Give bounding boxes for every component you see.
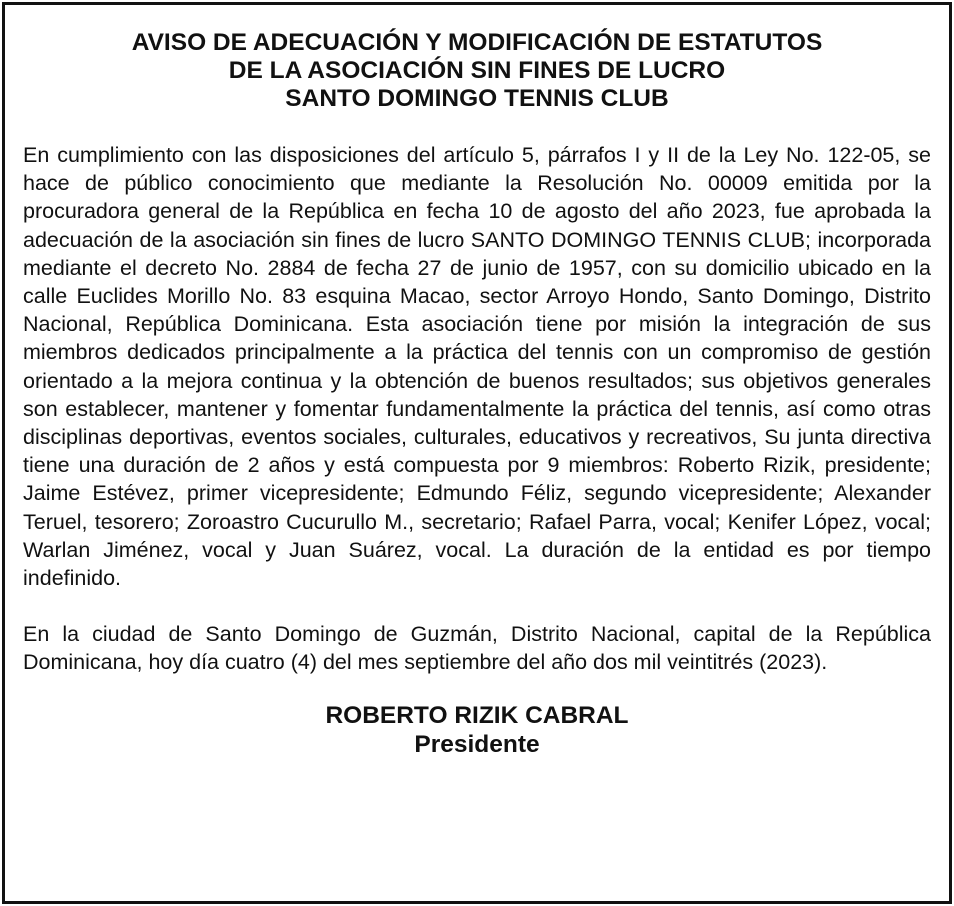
- title-line-2: DE LA ASOCIACIÓN SIN FINES DE LUCRO: [228, 57, 726, 84]
- body-paragraph-closing: En la ciudad de Santo Domingo de Guzmán, Distrito Nacional, capital de la República Dominicana, hoy día cuatro (4) del mes septiembre del año dos mil veintitrés (2023).: [23, 622, 931, 675]
- notice-title: [23, 29, 931, 113]
- notice-content: [23, 29, 931, 759]
- signature-name: ROBERTO RIZIK CABRAL: [325, 701, 629, 729]
- signature-role: Presidente: [414, 730, 540, 758]
- title-line-3: SANTO DOMINGO TENNIS CLUB: [285, 85, 669, 112]
- signature-block: [23, 701, 931, 759]
- title-line-1: AVISO DE ADECUACIÓN Y MODIFICACIÓN DE ESTATUTOS: [131, 29, 823, 56]
- notice-frame: [2, 2, 952, 904]
- body-paragraph-main: En cumplimiento con las disposiciones del artículo 5, párrafos I y II de la Ley No. 122-05, se hace de público conocimiento que mediante la Resolución No. 00009 emitida por la procuradora general de la República en fecha 10 de agosto del año 2023, fue aprobada la adecuación de la asociación sin fines de lucro SANTO DOMINGO TENNIS CLUB; incorporada mediante el decreto No. 2884 de fecha 27 de junio de 1957, con su domicilio ubicado en la calle Euclides Morillo No. 83 esquina Macao, sector Arroyo Hondo, Santo Domingo, Distrito Nacional, República Dominicana. Esta asociación tiene por misión la integración de sus miembros dedicados principalmente a la práctica del tennis con un compromiso de gestión orientado a la mejora continua y la obtención de buenos resultados; sus objetivos generales son establecer, mantener y fomentar fundamentalmente la práctica del tennis, así como otras disciplinas deportivas, eventos sociales, culturales, educativos y recreativos, Su junta directiva tiene una duración de 2 años y está compuesta por 9 miembros: Roberto Rizik, presidente; Jaime Estévez, primer vicepresidente; Edmundo Féliz, segundo vicepresidente; Alexander Teruel, tesorero; Zoroastro Cucurullo M., secretario; Rafael Parra, vocal; Kenifer López, vocal; Warlan Jiménez, vocal y Juan Suárez, vocal. La duración de la entidad es por tiempo indefinido.: [23, 143, 931, 591]
